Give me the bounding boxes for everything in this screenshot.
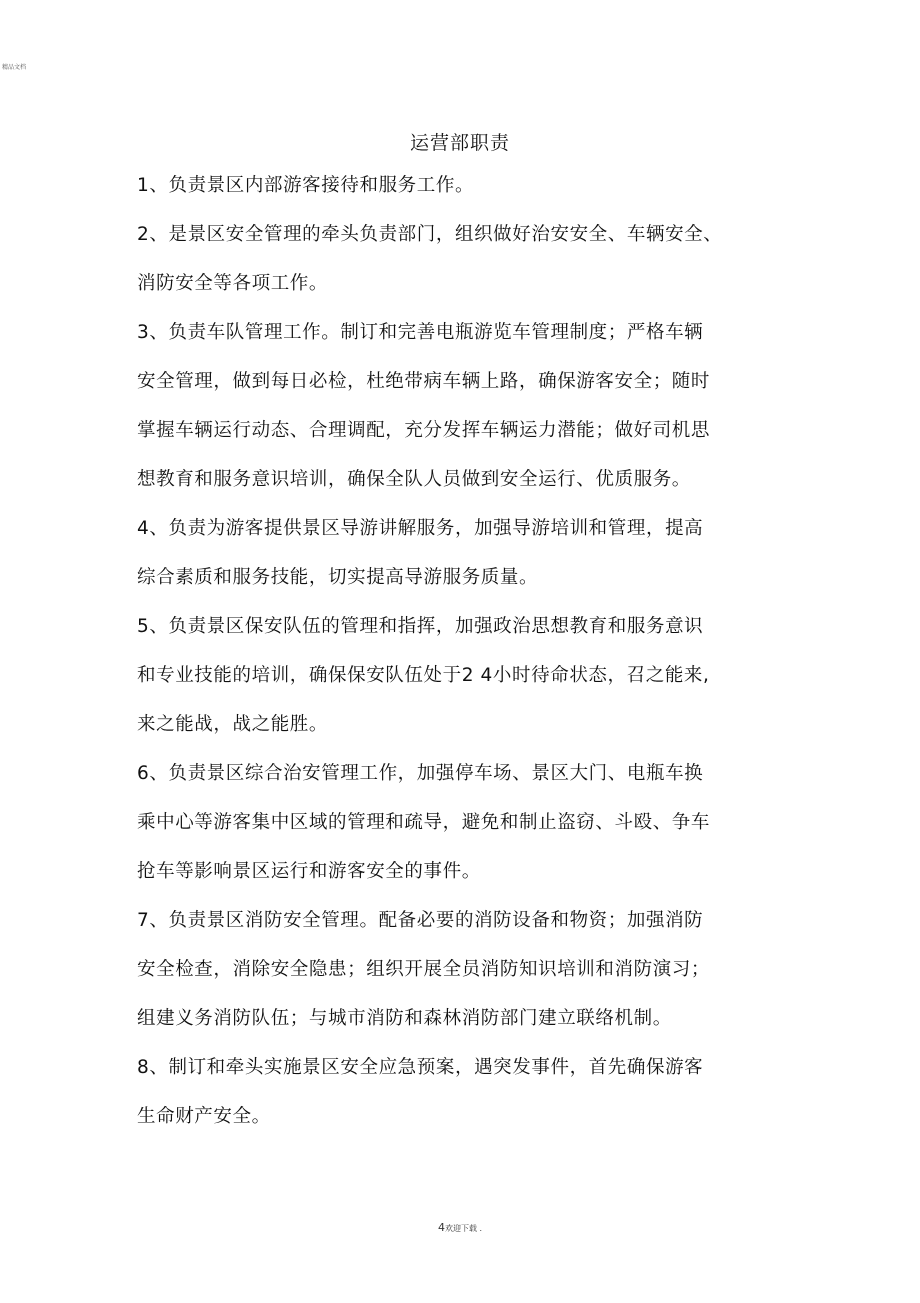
- body-line: 7、负责景区消防安全管理。配备必要的消防设备和物资；加强消防: [137, 910, 704, 931]
- document-title: 运营部职责: [409, 132, 510, 154]
- body-line: 6、负责景区综合治安管理工作，加强停车场、景区大门、电瓶车换: [137, 763, 704, 784]
- document-body: [137, 173, 777, 1153]
- header-watermark: 精品文档: [2, 64, 27, 71]
- footer-text: 欢迎下载: [444, 1224, 477, 1233]
- body-line: 综合素质和服务技能，切实提高导游服务质量。: [137, 567, 539, 588]
- page-number: 4: [437, 1221, 445, 1234]
- body-line: 生命财产安全。: [137, 1106, 271, 1127]
- body-line: 乘中心等游客集中区域的管理和疏导，避免和制止盗窃、斗殴、争车: [137, 812, 711, 833]
- body-line: 和专业技能的培训，确保保安队伍处于2 4小时待命状态，召之能来,: [137, 665, 710, 686]
- body-line: 来之能战，战之能胜。: [137, 714, 329, 735]
- body-line: 1、负责景区内部游客接待和服务工作。: [137, 175, 475, 196]
- body-line: 4、负责为游客提供景区导游讲解服务，加强导游培训和管理，提高: [137, 518, 704, 539]
- body-line: 5、负责景区保安队伍的管理和指挥，加强政治思想教育和服务意识: [137, 616, 704, 637]
- body-line: 2、是景区安全管理的牵头负责部门，组织做好治安安全、车辆安全、: [137, 224, 723, 245]
- body-line: 安全管理，做到每日必检，杜绝带病车辆上路，确保游客安全；随时: [137, 371, 711, 392]
- body-line: 掌握车辆运行动态、合理调配，充分发挥车辆运力潜能；做好司机思: [137, 420, 711, 441]
- body-line: 3、负责车队管理工作。制订和完善电瓶游览车管理制度；严格车辆: [137, 322, 704, 343]
- page-footer: [0, 1222, 920, 1235]
- body-line: 抢车等影响景区运行和游客安全的事件。: [137, 861, 481, 882]
- body-line: 安全检查，消除安全隐患；组织开展全员消防知识培训和消防演习；: [137, 959, 711, 980]
- footer-suffix: .: [479, 1224, 483, 1233]
- body-line: 消防安全等各项工作。: [137, 273, 329, 294]
- body-line: 想教育和服务意识培训，确保全队人员做到安全运行、优质服务。: [137, 469, 691, 490]
- body-line: 8、制订和牵头实施景区安全应急预案，遇突发事件，首先确保游客: [137, 1057, 704, 1078]
- body-line: 组建义务消防队伍；与城市消防和森林消防部门建立联络机制。: [137, 1008, 672, 1029]
